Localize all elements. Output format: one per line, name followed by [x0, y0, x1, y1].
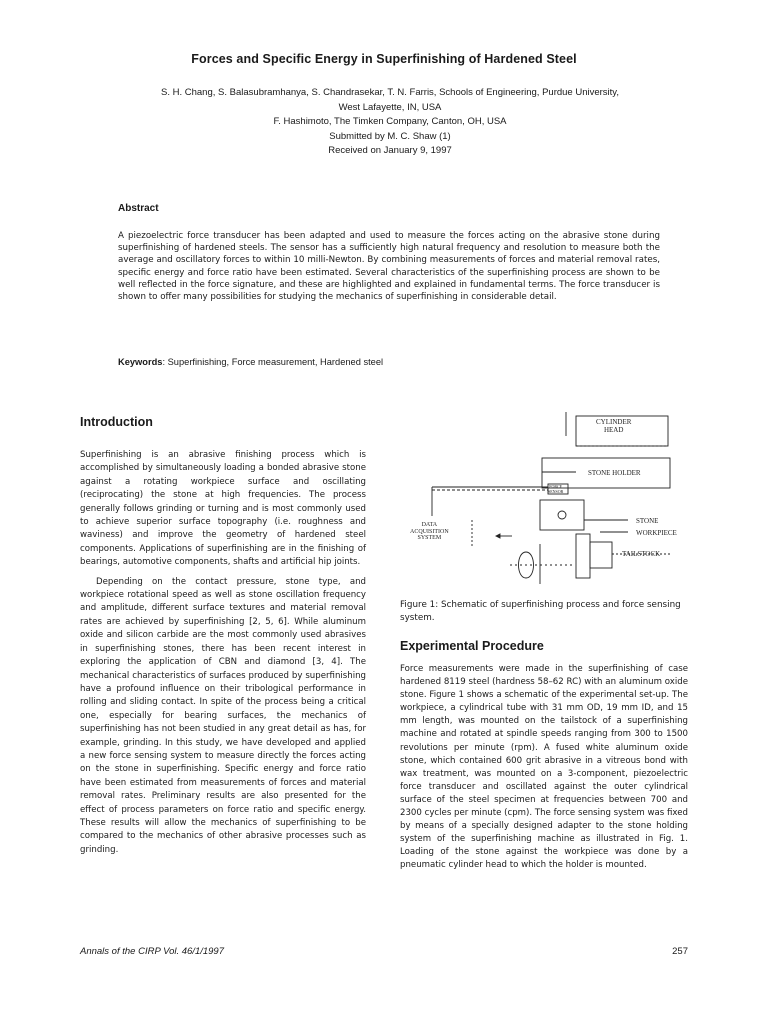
introduction-heading: Introduction [80, 415, 153, 429]
journal-footer: Annals of the CIRP Vol. 46/1/1997 [80, 946, 224, 957]
paragraph: Superfinishing is an abrasive finishing process which is accomplished by simultaneously loading a bonded abrasive stone against a rotating workpiece surface and oscillating (reciprocating) the stone at high frequencies. The process generally follows grinding or turning and is most commonly used to achieve superior surface topography (i.e. roughness and waviness) and improve the geometry of hardened steel components. Applications of superfinishing are in the finishing of bearings, automotive components, shafts and artificial hip joints. [80, 450, 366, 568]
author-line: S. H. Chang, S. Balasubramhanya, S. Chandrasekar, T. N. Farris, Schools of Engineering, Purdue University, [161, 87, 619, 98]
label-cylinder-head: CYLINDER HEAD [596, 418, 632, 434]
author-block [110, 86, 670, 159]
label-workpiece: WORKPIECE [636, 529, 677, 537]
label-force-sensor: FORCE SENSOR [548, 484, 564, 494]
abstract-heading: Abstract [118, 203, 159, 214]
label-stone: STONE [636, 517, 659, 525]
label-stone-holder: STONE HOLDER [588, 469, 641, 477]
keywords-list: : Superfinishing, Force measurement, Hardened steel [162, 357, 384, 367]
keywords [118, 357, 660, 367]
figure-1-schematic [400, 408, 688, 594]
abstract-text: A piezoelectric force transducer has been adapted and used to measure the forces acting on the abrasive stone during superfinishing of hardened steels. The sensor has a sufficiently high natural frequency and resolution to measure both the average and oscillatory forces to within 10 milli-Newton. By combining measurements of forces and material removal rates, specific energy and force ratio have been estimated. Several characteristics of the superfinishing process are shown to be well reflected in the force signature, and these are highlighted and explained in fundamental terms. The force transducer is shown to offer many possibilities for studying the mechanics of superfinishing in considerable detail. [118, 231, 660, 303]
paper-title: Forces and Specific Energy in Superfinishing of Hardened Steel [191, 52, 577, 66]
experimental-body [400, 663, 688, 873]
paragraph: Force measurements were made in the superfinishing of case hardened 8119 steel (hardness 58–62 RC) with an aluminum oxide stone. Figure 1 shows a schematic of the experimental set-up. The workpiece, a cylindrical tube with 31 mm OD, 19 mm ID, and 15 mm length, was mounted on the tailstock of a superfinishing machine and rotated at spindle speeds ranging from 300 to 1500 revolutions per minute (rpm). A fused white aluminum oxide stone, which contained 600 grit abrasive in a vitreous bond with wax treatment, was mounted on a 3-component, piezoelectric force transducer and oscillated against the outer cylindrical surface of the steel specimen at frequencies between 700 and 2300 cycles per minute (cpm). The force sensing system was fixed by means of a specially designed adapter to the stone holding system of the superfinishing machine as illustrated in Fig. 1. Loading of the stone against the workpiece was done by a pneumatic cylinder head to which the holder is mounted. [400, 664, 688, 871]
author-line: West Lafayette, IN, USA [338, 101, 442, 113]
paragraph: Depending on the contact pressure, stone type, and workpiece rotational speed as well as stone oscillation frequency and amplitude, different surface textures and material removal rates are achieved by superfinishing [2, 5, 6]. While aluminum oxide and silicon carbide are the most commonly used abrasives in superfinishing stones, there has been recent interest in exploring the application of CBN and diamond [3, 4]. The mechanical characteristics of surfaces produced by superfinishing have a profound influence on their tribological performance in rolling and sliding contact. In spite of the process being a critical one, especially for bearing surfaces, the mechanics of superfinishing has not been studied in any great detail as has, for example, grinding. In this study, we have developed and applied a new force sensing system to measure directly the forces acting on the stone in superfinishing. Specific energy and force ratio have been estimated from measurements of forces and material removal rates. Preliminary results are also presented for the effect of process parameters on force ratio and specific energy. These results will allow the mechanics of superfinishing to be compared to the mechanics of other abrasive processes such as grinding. [80, 576, 366, 855]
introduction-body [80, 449, 366, 863]
label-data-acquisition: DATA ACQUISITION SYSTEM [410, 522, 449, 541]
stone-circle [558, 511, 566, 519]
label-tailstock: TAILSTOCK [622, 550, 661, 558]
author-line: F. Hashimoto, The Timken Company, Canton, OH, USA [273, 116, 507, 127]
stone-housing [540, 500, 584, 530]
submitted-line: Submitted by M. C. Shaw (1) [329, 130, 451, 142]
page-number: 257 [672, 946, 688, 957]
workpiece-block [576, 534, 590, 578]
received-line: Received on January 9, 1997 [328, 145, 452, 156]
schematic-drawing [400, 408, 688, 594]
figure-caption: Figure 1: Schematic of superfinishing process and force sensing system. [400, 600, 681, 623]
experimental-heading: Experimental Procedure [400, 639, 544, 653]
tailstock-block [590, 542, 612, 568]
keywords-label: Keywords [118, 357, 163, 367]
